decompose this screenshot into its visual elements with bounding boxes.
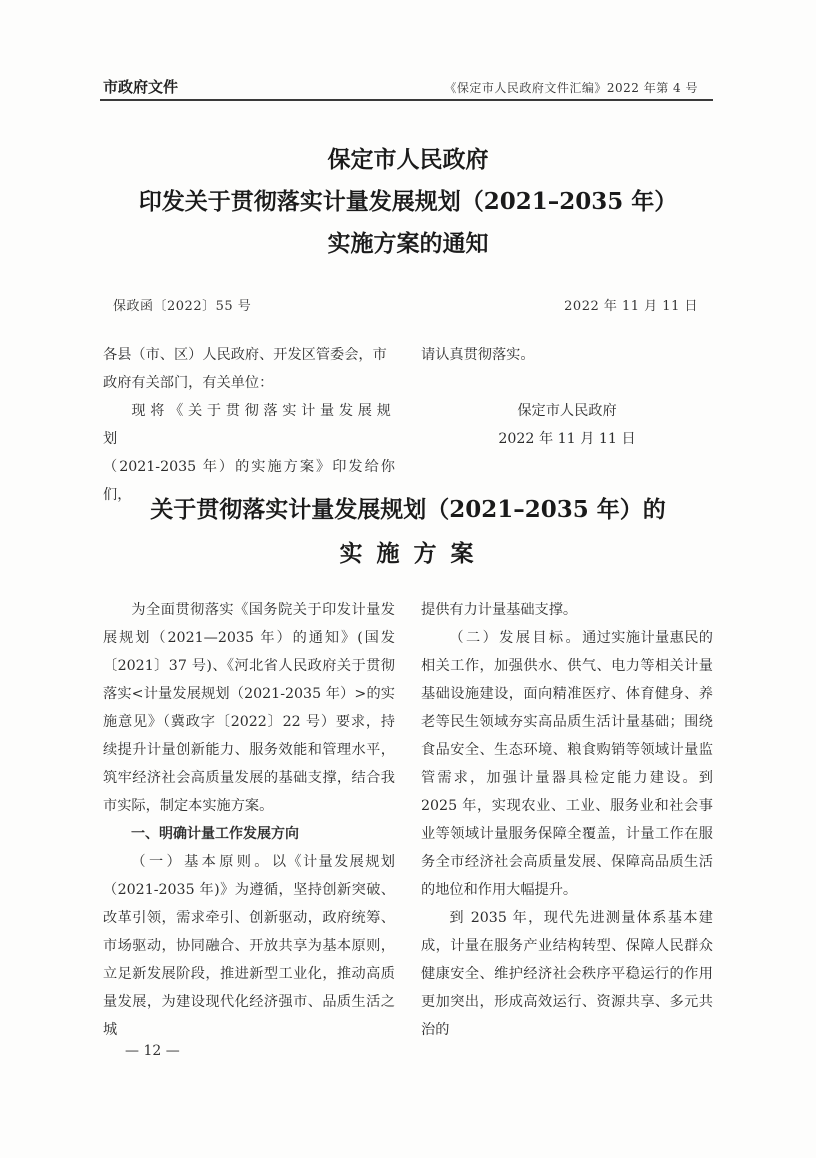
recipients-line-2: 政府有关部门，有关单位：	[103, 375, 274, 391]
paragraph-intro: 为全面贯彻落实《国务院关于印发计量发展规划（2021—2035 年）的通知》(国发〔2021〕37 号)、《河北省人民政府关于贯彻落实<计量发展规划（2021-2035 年）>的实施意见》（冀政字〔2022〕22 号）要求，持续提升计量创新能力、服务效能和管理水平，筑牢经济社会高质量发展的基础支撑，结合我市实际，制定本实施方案。	[103, 602, 395, 814]
running-header-left: 市政府文件	[103, 78, 179, 96]
running-header-right: 《保定市人民政府文件汇编》2022 年第 4 号	[444, 81, 698, 95]
section-heading-1: 一、明确计量工作发展方向	[131, 826, 299, 842]
paragraph-principles	[103, 848, 395, 1044]
subheading-principles: （一）基本原则。	[131, 854, 272, 870]
plan-title-line-2: 实 施 方 案	[339, 540, 477, 567]
paragraph-continuation: 提供有力计量基础支撑。	[421, 602, 578, 618]
recipients-line-1: 各县（市、区）人民政府、开发区管委会，市	[103, 347, 387, 363]
subheading-goals: （二）发展目标。	[449, 630, 583, 646]
notice-title-line-1: 保定市人民政府	[327, 146, 489, 173]
notice-body-line-1: 现将《关于贯彻落实计量发展规划	[103, 403, 395, 447]
signature-date: 2022 年 11 月 11 日	[498, 431, 636, 447]
paragraph-goals	[421, 624, 713, 904]
notice-title-line-3: 实施方案的通知	[327, 230, 489, 257]
notice-right-column	[421, 341, 713, 453]
notice-closing: 请认真贯彻落实。	[421, 347, 535, 363]
plan-left-column	[103, 596, 395, 1044]
signature-org: 保定市人民政府	[517, 403, 617, 419]
plan-right-column	[421, 596, 713, 1044]
notice-title-line-2: 印发关于贯彻落实计量发展规划（2021–2035 年）	[138, 188, 678, 215]
paragraph-principles-text: 以《计量发展规划（2021-2035 年)》为遵循，坚持创新突破、改革引领，需求牵引、创新驱动，政府统筹、市场驱动，协同融合、开放共享为基本原则，立足新发展阶段，推进新型工业化，推动高质量发展，为建设现代化经济强市、品质生活之城	[103, 854, 395, 1038]
page-number: — 12 —	[125, 1043, 180, 1059]
notice-left-column	[103, 341, 395, 509]
plan-title-line-1: 关于贯彻落实计量发展规划（2021–2035 年）的	[150, 496, 666, 523]
document-number: 保政函〔2022〕55 号	[113, 299, 252, 314]
paragraph-2035: 到 2035 年，现代先进测量体系基本建成，计量在服务产业结构转型、保障人民群众健康安全、维护经济社会秩序平稳运行的作用更加突出，形成高效运行、资源共享、多元共治的	[421, 910, 713, 1038]
header-rule	[100, 99, 713, 101]
document-date: 2022 年 11 月 11 日	[564, 299, 698, 314]
paragraph-goals-text: 通过实施计量惠民的相关工作，加强供水、供气、电力等相关计量基础设施建设，面向精准医疗、体育健身、养老等民生领域夯实高品质生活计量基础；围绕食品安全、生态环境、粮食购销等领域计量监管需求，加强计量器具检定能力建设。到 2025 年，实现农业、工业、服务业和社会事业等领域计量服务保障全覆盖，计量工作在服务全市经济社会高质量发展、保障高品质生活的地位和作用大幅提升。	[421, 630, 713, 898]
notice-body-line-2: （2021-2035 年）的实施方案》印发给你们，	[103, 459, 395, 503]
